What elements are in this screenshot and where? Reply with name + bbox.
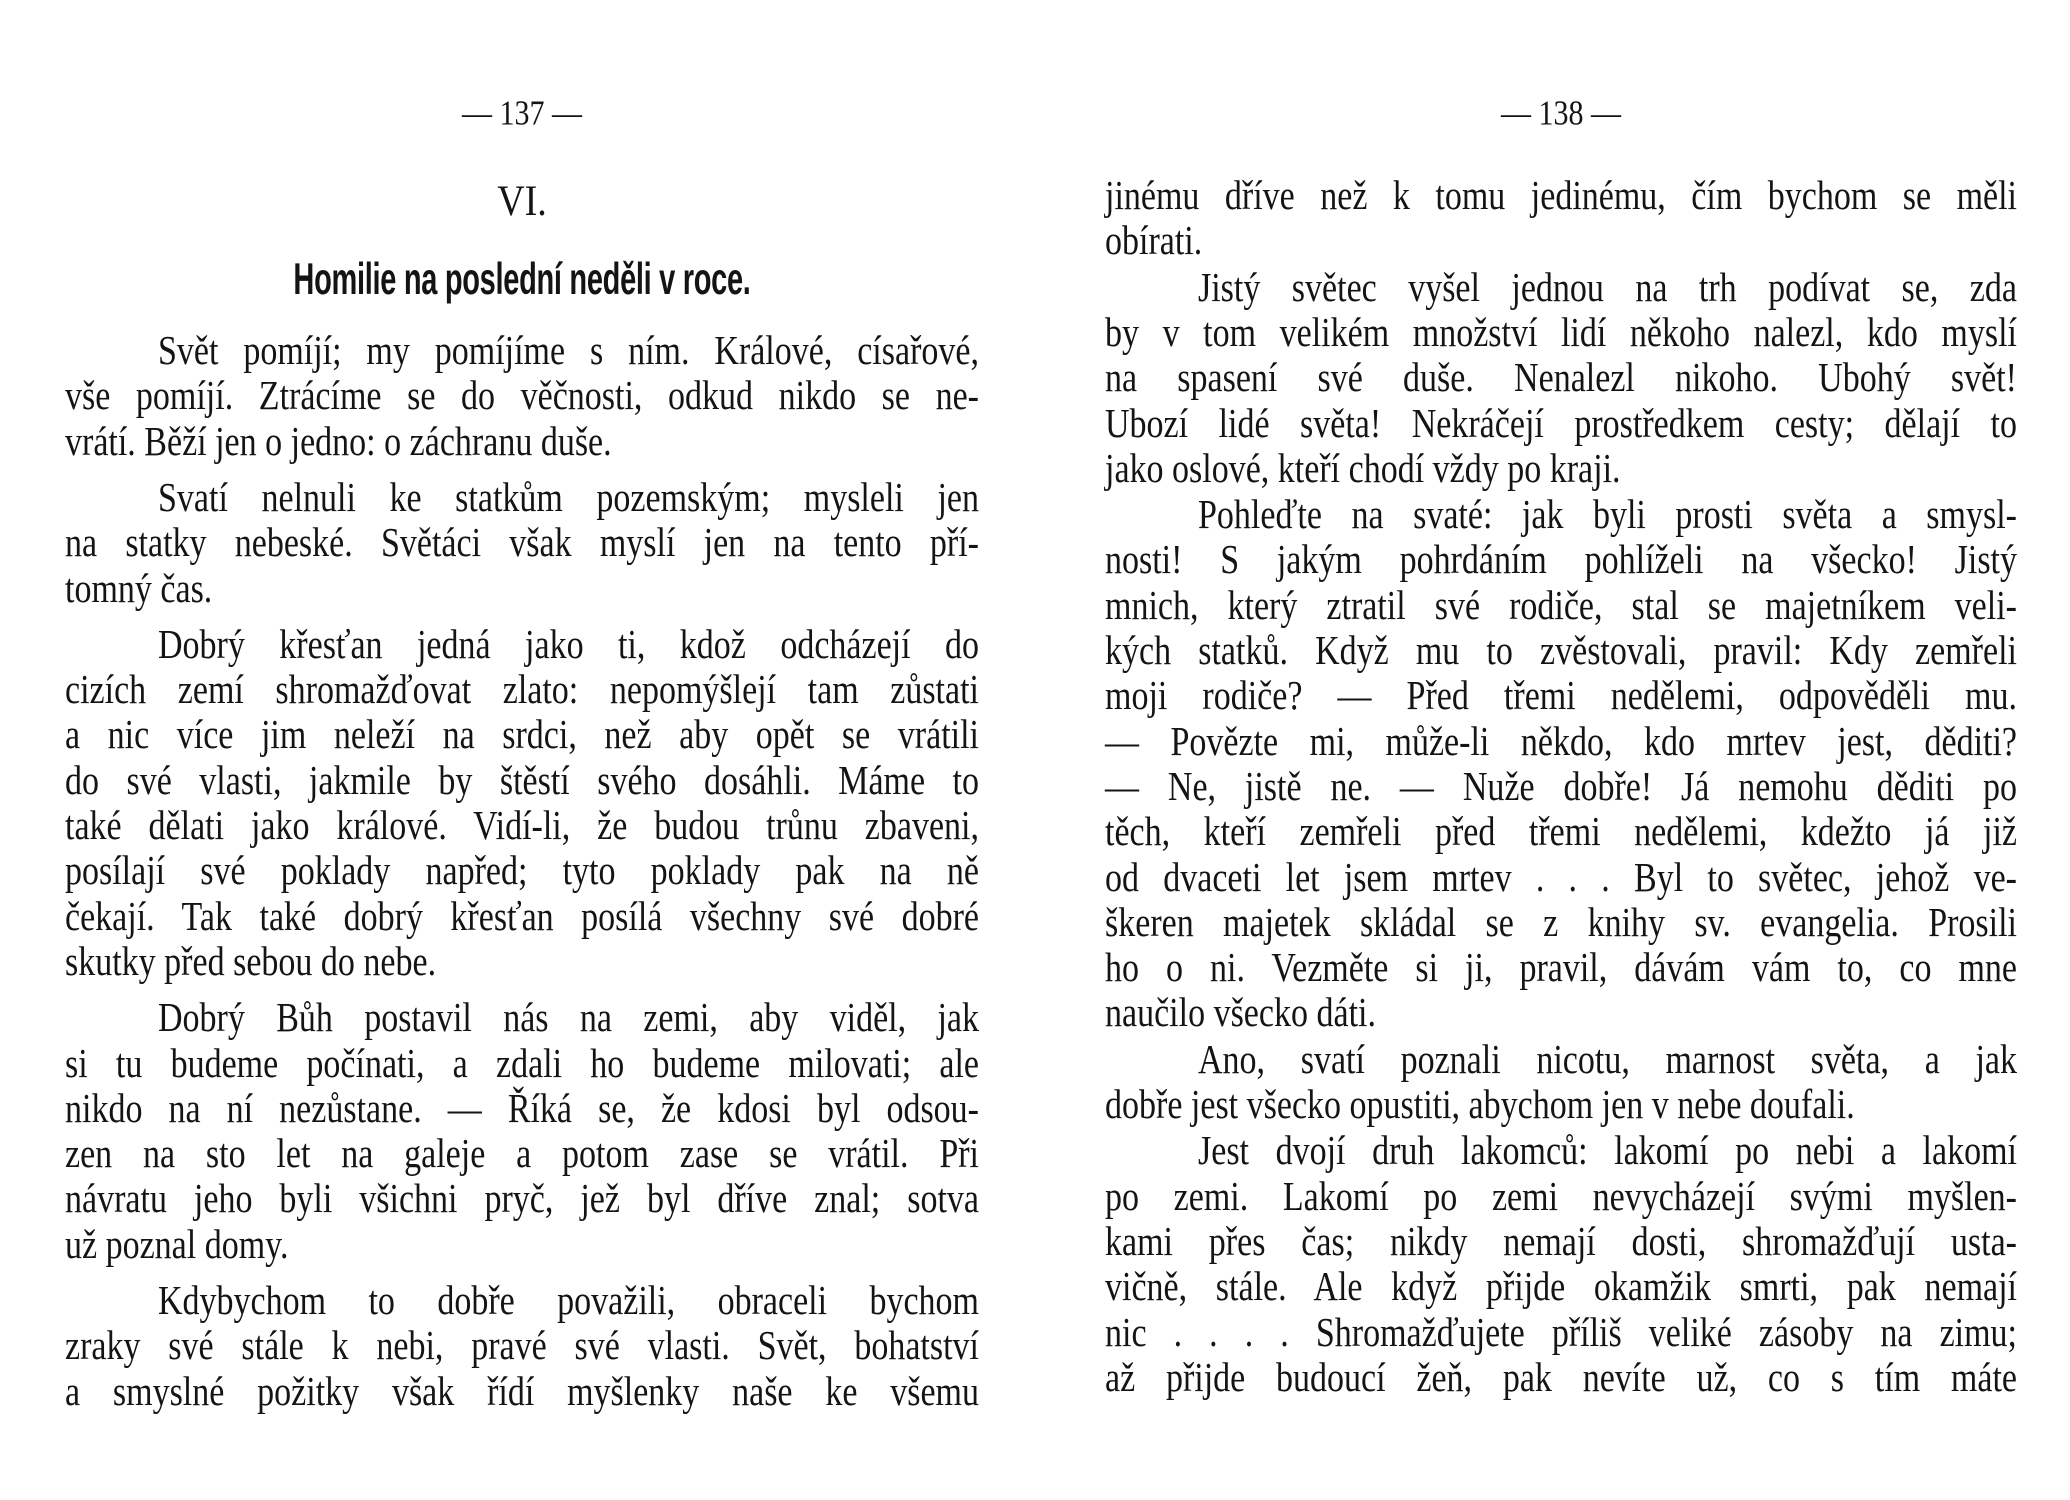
text-line: mnich, který ztratil své rodiče, stal se majetníkem veli-: [1105, 583, 2017, 629]
text-line: dobře jest všecko opustiti, abychom jen v nebe doufali.: [1105, 1082, 1855, 1128]
text-line: Ubozí lidé světa! Nekráčejí prostředkem cesty; dělají to: [1105, 401, 2017, 447]
text-line: nosti! S jakým pohrdáním pohlíželi na všecko! Jistý: [1105, 538, 2017, 584]
text-line: na statky nebeské. Světáci však myslí jen na tento pří-: [65, 521, 979, 567]
text-line: těch, kteří zemřeli před třemi nedělemi, kdežto já již: [1105, 810, 2017, 856]
text-line: skutky před sebou do nebe.: [65, 939, 437, 985]
text-line: nic . . . . Shromažďujete příliš veliké zásoby na zimu;: [1105, 1310, 2017, 1356]
text-line: ho o ni. Vezměte si ji, pravil, dávám vám to, co mne: [1105, 945, 2017, 992]
text-line: čekají. Tak také dobrý křesťan posílá všechny své dobré: [65, 894, 979, 940]
text-line: Dobrý Bůh postavil nás na zemi, aby viděl, jak: [158, 996, 979, 1042]
text-line: také dělati jako králové. Vidí-li, že budou trůnu zbaveni,: [65, 803, 979, 849]
text-line: obírati.: [1105, 219, 1203, 265]
text-line: nikdo na ní nezůstane. — Říká se, že kdosi byl odsou-: [65, 1086, 979, 1132]
text-line: po zemi. Lakomí po zemi nevycházejí svými myšlen-: [1105, 1174, 2017, 1220]
chapter-number: VI.: [497, 176, 547, 226]
page-number: — 137 —: [462, 94, 582, 133]
text-line: od dvaceti let jsem mrtev . . . Byl to světec, jehož ve-: [1105, 855, 2017, 901]
text-line: zraky své stále k nebi, pravé své vlasti. Svět, bohatství: [65, 1324, 979, 1370]
text-line: už poznal domy.: [65, 1222, 289, 1268]
chapter-title: Homilie na poslední neděli v roce.: [293, 255, 751, 305]
text-line: posílají své poklady napřed; tyto poklady pak na ně: [65, 849, 979, 895]
text-line: jako oslové, kteří chodí vždy po kraji.: [1105, 446, 1621, 492]
text-line: — Povězte mi, může-li někdo, kdo mrtev jest, děditi?: [1105, 719, 2017, 765]
text-line: Jistý světec vyšel jednou na trh podívat se, zda: [1198, 265, 2017, 311]
text-line: vrátí. Běží jen o jedno: o záchranu duše.: [65, 419, 612, 465]
text-line: kami přes čas; nikdy nemají dosti, shromažďují usta-: [1105, 1219, 2017, 1265]
right-page: [1035, 0, 2070, 1500]
text-line: Pohleďte na svaté: jak byli prosti světa a smysl-: [1198, 492, 2017, 539]
page-number: — 138 —: [1501, 94, 1621, 133]
text-line: Ano, svatí poznali nicotu, marnost světa, a jak: [1198, 1037, 2017, 1083]
text-line: naučilo všecko dáti.: [1105, 991, 1376, 1037]
text-line: Svět pomíjí; my pomíjíme s ním. Králové, císařové,: [158, 328, 979, 374]
text-line: kých statků. Když mu to zvěstovali, pravil: Kdy zemřeli: [1105, 628, 2017, 674]
text-line: vičně, stále. Ale když přijde okamžik smrti, pak nemají: [1105, 1265, 2017, 1311]
text-line: a smyslné požitky však řídí myšlenky naše ke všemu: [65, 1369, 979, 1415]
text-line: cizích zemí shromažďovat zlato: nepomýšlejí tam zůstati: [65, 667, 979, 714]
text-line: si tu budeme počínati, a zdali ho budeme milovati; ale: [65, 1041, 979, 1087]
text-line: vše pomíjí. Ztrácíme se do věčnosti, odkud nikdo se ne-: [65, 374, 979, 420]
text-line: až přijde budoucí žeň, pak nevíte už, co s tím máte: [1105, 1355, 2017, 1401]
text-line: Kdybychom to dobře považili, obraceli bychom: [158, 1278, 979, 1324]
text-line: na spasení své duše. Nenalezl nikoho. Ubohý svět!: [1105, 356, 2017, 402]
text-line: a nic více jim neleží na srdci, než aby opět se vrátili: [65, 713, 979, 759]
text-line: návratu jeho byli všichni pryč, jež byl dříve znal; sotva: [65, 1177, 979, 1223]
text-line: Dobrý křesťan jedná jako ti, kdož odcházejí do: [158, 622, 979, 668]
text-line: tomný čas.: [65, 566, 213, 612]
text-line: do své vlasti, jakmile by štěstí svého dosáhli. Máme to: [65, 758, 979, 804]
text-line: jinému dříve než k tomu jedinému, čím bychom se měli: [1105, 173, 2017, 219]
text-line: Svatí nelnuli ke statkům pozemským; mysleli jen: [158, 475, 979, 521]
text-line: moji rodiče? — Před třemi nedělemi, odpověděli mu.: [1105, 674, 2017, 720]
text-line: — Ne, jistě ne. — Nuže dobře! Já nemohu děditi po: [1105, 764, 2017, 810]
text-line: škeren majetek skládal se z knihy sv. evangelia. Prosili: [1105, 900, 2017, 946]
text-line: zen na sto let na galeje a potom zase se vrátil. Při: [65, 1131, 979, 1178]
text-line: by v tom velikém množství lidí někoho nalezl, kdo myslí: [1105, 310, 2017, 356]
text-line: Jest dvojí druh lakomců: lakomí po nebi a lakomí: [1198, 1129, 2017, 1175]
